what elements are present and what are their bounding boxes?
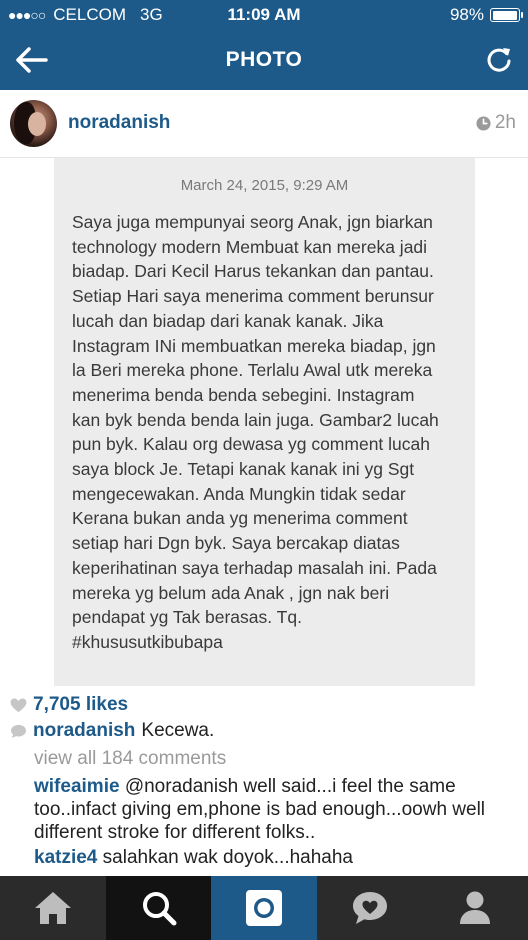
camera-icon (245, 889, 283, 927)
note-line: Instagram INi membuatkan mereka biadap, jgn (72, 335, 436, 356)
comment-username[interactable]: katzie4 (34, 847, 98, 868)
avatar-face (28, 112, 46, 136)
tab-bar (0, 876, 528, 940)
caption-row (10, 720, 214, 742)
note-line: biadap. Dari Kecil Harus tekankan dan pantau. (72, 261, 434, 282)
tab-profile[interactable] (422, 876, 528, 940)
note-body (72, 210, 461, 655)
tab-activity[interactable] (317, 876, 422, 940)
note-line: Setiap Hari saya menerima comment berunsur (72, 286, 434, 307)
battery-fill (493, 11, 518, 20)
refresh-icon (484, 44, 514, 76)
note-date: March 24, 2015, 9:29 AM (180, 177, 349, 194)
page-title: PHOTO (225, 48, 303, 71)
note-line: pun byk. Kalau org dewasa yg comment lucah (72, 434, 430, 455)
comment-text: salahkan wak doyok...hahaha (102, 847, 353, 868)
note-line: la Beri mereka phone. Terlalu Awal utk mereka (72, 360, 433, 381)
comment-bubble-icon (10, 724, 27, 739)
status-time: 11:09 AM (227, 5, 301, 24)
status-right (450, 5, 520, 25)
refresh-button[interactable] (484, 44, 514, 76)
tab-camera[interactable] (211, 876, 317, 940)
comment-item (34, 846, 514, 869)
note-line: mereka yg belum ada Anak , jgn nak beri (72, 582, 390, 603)
comment-item (34, 775, 514, 844)
post-time (476, 112, 516, 134)
post-header (0, 90, 528, 158)
heart-bubble-icon (351, 890, 389, 926)
battery-icon (490, 8, 520, 22)
comment-text: @noradanish well said...i feel the same too..infact giving em,phone is bad enough...oowh well different stroke for different folks.. (34, 776, 486, 843)
battery-percent: 98% (449, 5, 484, 24)
clock-icon (476, 116, 491, 131)
note-line: technology modern Membuat kan mereka jadi (72, 236, 428, 257)
comment-username[interactable]: wifeaimie (34, 776, 120, 797)
carrier-name: CELCOM (53, 5, 127, 24)
note-line: setiap hari Dgn byk. Saya bercakap diatas (72, 533, 400, 554)
tab-search[interactable] (106, 876, 211, 940)
avatar[interactable] (10, 100, 57, 147)
note-line: saya block Je. Tetapi kanak kanak ini yg Sgt (72, 459, 415, 480)
note-image (54, 158, 475, 686)
post-username[interactable]: noradanish (68, 112, 171, 133)
nav-bar (0, 30, 528, 90)
signal-strength-icon: ●●●○○ (8, 7, 46, 23)
note-line: lucah dan biadap dari kanak kanak. Jika (72, 310, 384, 331)
tab-home[interactable] (0, 876, 106, 940)
search-icon (141, 890, 177, 926)
heart-icon (10, 698, 27, 713)
profile-icon (458, 890, 492, 926)
note-line: keperihatinan saya terhadap masalah ini. Pada (72, 557, 437, 578)
note-line: pendapat yg Tak berasas. Tq. (72, 607, 302, 628)
home-icon (33, 890, 73, 926)
post-photo[interactable] (0, 158, 528, 686)
note-line: #khususutkibubapa (72, 631, 223, 652)
note-line: menerima benda benda sebegini. Instagram (72, 384, 415, 405)
status-bar (0, 0, 528, 30)
caption-text: Kecewa. (141, 720, 215, 741)
note-line: Saya juga mempunyai seorg Anak, jgn biarkan (72, 212, 433, 232)
likes-count: 7,705 likes (33, 694, 129, 715)
note-line: Kerana bukan anda yg menerima comment (72, 508, 408, 529)
view-all-comments-link[interactable]: view all 184 comments (34, 748, 227, 769)
caption-username[interactable]: noradanish (33, 720, 136, 741)
network-type: 3G (140, 5, 163, 24)
note-line: mengecewakan. Anda Mungkin tidak sedar (72, 483, 406, 504)
post-age: 2h (494, 112, 516, 133)
likes-row[interactable] (10, 694, 128, 716)
note-line: kan byk benda benda lain juga. Gambar2 lucah (72, 409, 439, 430)
